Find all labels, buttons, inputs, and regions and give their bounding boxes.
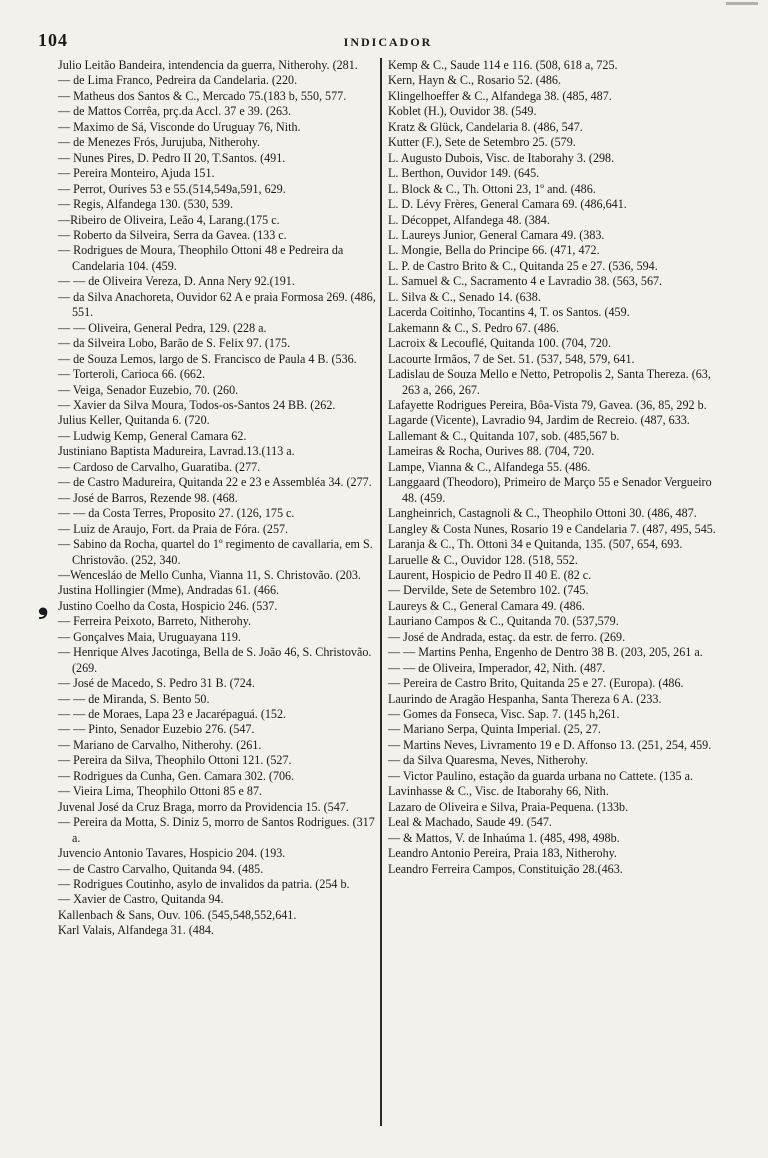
index-entry: L. P. de Castro Brito & C., Quitanda 25 e 27. (536, 594.	[388, 258, 658, 273]
index-entry: — Roberto da Silveira, Serra da Gavea. (133 c.	[58, 227, 287, 242]
index-entry: — Ludwig Kemp, General Camara 62.	[58, 428, 247, 443]
index-entry: — Pereira da Silva, Theophilo Ottoni 121. (527.	[58, 753, 292, 768]
index-entry: Kallenbach & Sans, Ouv. 106. (545,548,552,641.	[58, 907, 297, 922]
page-number: 104	[38, 30, 68, 50]
index-entry: — Gonçalves Maia, Uruguayana 119.	[58, 629, 241, 644]
index-entry: Laurent, Hospicio de Pedro II 40 E. (82 c.	[388, 567, 592, 582]
index-entry: L. Berthon, Ouvidor 149. (645.	[388, 166, 540, 181]
index-entry: — Mariano de Carvalho, Nitherohy. (261.	[58, 737, 262, 752]
index-entry: — — Oliveira, General Pedra, 129. (228 a.	[58, 320, 267, 335]
index-entry: — & Mattos, V. de Inhaúma 1. (485, 498, 498b.	[388, 830, 620, 845]
page-corner-mark	[726, 2, 758, 27]
index-entry: Kern, Hayn & C., Rosario 52. (486.	[388, 73, 561, 88]
index-entry: Langley & Costa Nunes, Rosario 19 e Candelaria 7. (487, 495, 545.	[388, 521, 716, 536]
index-entry: Lampe, Vianna & C., Alfandega 55. (486.	[388, 459, 591, 474]
index-entry: Karl Valais, Alfandega 31. (484.	[58, 923, 214, 938]
index-entry: — José de Barros, Rezende 98. (468.	[58, 490, 238, 505]
index-entry: — Perrot, Ourives 53 e 55.(514,549a,591, 629.	[58, 181, 286, 196]
index-entry: — Luiz de Araujo, Fort. da Praia de Fóra. (257.	[58, 521, 289, 536]
right-column	[382, 58, 716, 1126]
index-columns	[58, 58, 718, 1126]
index-entry: — — de Moraes, Lapa 23 e Jacarépaguá. (152.	[58, 707, 287, 722]
index-entry: — Xavier da Silva Moura, Todos-os-Santos 24 BB. (262.	[58, 397, 336, 412]
index-entry: — José de Macedo, S. Pedro 31 B. (724.	[58, 676, 255, 691]
index-entry: — de Lima Franco, Pedreira da Candelaria. (220.	[58, 73, 298, 88]
index-entry: Lacroix & Lecouflé, Quitanda 100. (704, 720.	[388, 336, 611, 351]
index-entry: — Matheus dos Santos & C., Mercado 75.(183 b, 550, 577.	[58, 88, 347, 103]
index-entry: — Cardoso de Carvalho, Guaratiba. (277.	[58, 459, 261, 474]
index-entry: — Rodrigues de Moura, Theophilo Ottoni 48 e Pedreira da Candelaria 104. (459.	[58, 243, 344, 273]
index-entry: Lacerda Coitinho, Tocantins 4, T. os Santos. (459.	[388, 305, 630, 320]
index-entry: — — de Oliveira Vereza, D. Anna Nery 92.(191.	[58, 274, 295, 289]
index-entry: —Wencesláo de Mello Cunha, Vianna 11, S. Christovão. (203.	[58, 567, 361, 582]
left-column	[58, 58, 378, 1126]
index-entry: — Maximo de Sá, Visconde do Uruguay 76, Nith.	[58, 119, 301, 134]
index-entry: — — de Miranda, S. Bento 50.	[58, 691, 210, 706]
index-entry: Leal & Machado, Saude 49. (547.	[388, 815, 552, 830]
index-entry: Laruelle & C., Ouvidor 128. (518, 552.	[388, 552, 578, 567]
index-entry: Laranja & C., Th. Ottoni 34 e Quitanda, 135. (507, 654, 693.	[388, 537, 683, 552]
index-entry: — de Mattos Corrêa, prç.da Accl. 37 e 39. (263.	[58, 104, 292, 119]
page-header	[38, 22, 718, 50]
index-entry: — Rodrigues Coutinho, asylo de invalidos da patria. (254 b.	[58, 877, 350, 892]
index-entry: — Pereira da Motta, S. Diniz 5, morro de Santos Rodrigues. (317 a.	[58, 815, 375, 845]
index-entry: L. Samuel & C., Sacramento 4 e Lavradio 38. (563, 567.	[388, 274, 663, 289]
index-entry: Laureys & C., General Camara 49. (486.	[388, 598, 585, 613]
running-head: INDICADOR	[343, 35, 433, 49]
index-entry: L. D. Lévy Frères, General Camara 69. (486,641.	[388, 197, 627, 212]
index-entry: L. Décoppet, Alfandega 48. (384.	[388, 212, 550, 227]
index-entry: L. Laureys Junior, General Camara 49. (383.	[388, 227, 605, 242]
index-entry: — Martins Neves, Livramento 19 e D. Affonso 13. (251, 254, 459.	[388, 737, 712, 752]
index-entry: Kutter (F.), Sete de Setembro 25. (579.	[388, 135, 576, 150]
margin-ink-mark: ❟	[38, 590, 49, 619]
index-entry: — Nunes Pires, D. Pedro II 20, T.Santos. (491.	[58, 150, 286, 165]
index-entry: Lakemann & C., S. Pedro 67. (486.	[388, 320, 559, 335]
index-entry: — — Pinto, Senador Euzebio 276. (547.	[58, 722, 255, 737]
index-entry: Langheinrich, Castagnoli & C., Theophilo Ottoni 30. (486, 487.	[388, 506, 697, 521]
index-entry: Lallemant & C., Quitanda 107, sob. (485,567 b.	[388, 428, 620, 443]
index-entry: Juvencio Antonio Tavares, Hospicio 204. (193.	[58, 846, 286, 861]
index-entry: — da Silva Anachoreta, Ouvidor 62 A e praia Formosa 269. (486, 551.	[58, 289, 376, 320]
index-entry: — Mariano Serpa, Quinta Imperial. (25, 27.	[388, 722, 601, 737]
index-entry: Lauriano Campos & C., Quitanda 70. (537,579.	[388, 614, 619, 629]
index-entry: L. Augusto Dubois, Visc. de Itaborahy 3. (298.	[388, 150, 615, 165]
index-entry: — da Silveira Lobo, Barão de S. Felix 97. (175.	[58, 336, 291, 351]
index-entry: Lacourte Irmãos, 7 de Set. 51. (537, 548, 579, 641.	[388, 351, 635, 366]
index-entry: — — de Oliveira, Imperador, 42, Nith. (487.	[388, 660, 606, 675]
index-entry: L. Mongie, Bella do Principe 66. (471, 472.	[388, 243, 600, 258]
index-entry: — Victor Paulino, estação da guarda urbana no Cattete. (135 a.	[388, 768, 693, 783]
index-entry: Lafayette Rodrigues Pereira, Bôa-Vista 79, Gavea. (36, 85, 292 b.	[388, 397, 707, 412]
document-page	[38, 22, 718, 1132]
index-entry: Ladislau de Souza Mello e Netto, Petropolis 2, Santa Thereza. (63, 263 a, 266, 267.	[388, 367, 711, 397]
index-entry: — de Castro Madureira, Quitanda 22 e 23 e Assembléa 34. (277.	[58, 475, 372, 490]
index-entry: Kemp & C., Saude 114 e 116. (508, 618 a, 725.	[388, 58, 618, 72]
index-entry: — Sabino da Rocha, quartel do 1º regimento de cavallaria, em S. Christovão. (252, 340.	[58, 537, 373, 567]
index-entry: — Xavier de Castro, Quitanda 94.	[58, 892, 224, 907]
index-entry: Julio Leitão Bandeira, intendencia da guerra, Nitherohy. (281.	[58, 58, 358, 72]
index-entry: Kratz & Glück, Candelaria 8. (486, 547.	[388, 119, 583, 134]
index-entry: Justino Coelho da Costa, Hospicio 246. (537.	[58, 598, 278, 613]
index-entry: — Regis, Alfandega 130. (530, 539.	[58, 197, 233, 212]
index-entry: — Torteroli, Carioca 66. (662.	[58, 367, 206, 382]
index-entry: Lagarde (Vicente), Lavradio 94, Jardim de Recreio. (487, 633.	[388, 413, 690, 428]
index-entry: Lavinhasse & C., Visc. de Itaborahy 66, Nith.	[388, 784, 609, 799]
index-entry: — — da Costa Terres, Proposito 27. (126, 175 c.	[58, 506, 295, 521]
index-entry: Justina Hollingier (Mme), Andradas 61. (466.	[58, 583, 280, 598]
index-entry: Juvenal José da Cruz Braga, morro da Providencia 15. (547.	[58, 799, 349, 814]
index-entry: L. Silva & C., Senado 14. (638.	[388, 289, 541, 304]
index-entry: Koblet (H.), Ouvidor 38. (549.	[388, 104, 537, 119]
index-entry: Lameiras & Rocha, Ourives 88. (704, 720.	[388, 444, 595, 459]
index-entry: — Henrique Alves Jacotinga, Bella de S. João 46, S. Christovão. (269.	[58, 645, 372, 675]
index-entry: — Vieira Lima, Theophilo Ottoni 85 e 87.	[58, 784, 263, 799]
index-entry: — da Silva Quaresma, Neves, Nitherohy.	[388, 753, 589, 768]
index-entry: Leandro Ferreira Campos, Constituição 28.(463.	[388, 861, 623, 876]
index-entry: L. Block & C., Th. Ottoni 23, 1º and. (486.	[388, 181, 596, 196]
index-entry: Klingelhoeffer & C., Alfandega 38. (485, 487.	[388, 88, 612, 103]
index-entry: — — Martins Penha, Engenho de Dentro 38 B. (203, 205, 261 a.	[388, 645, 703, 660]
index-entry: Lazaro de Oliveira e Silva, Praia-Pequena. (133b.	[388, 799, 629, 814]
index-entry: — Gomes da Fonseca, Visc. Sap. 7. (145 h,261.	[388, 707, 620, 722]
index-entry: — Pereira Monteiro, Ajuda 151.	[58, 166, 215, 181]
index-entry: — Veiga, Senador Euzebio, 70. (260.	[58, 382, 239, 397]
index-entry: — Dervilde, Sete de Setembro 102. (745.	[388, 583, 589, 598]
index-entry: Julius Keller, Quitanda 6. (720.	[58, 413, 210, 428]
index-entry: Laurindo de Aragão Hespanha, Santa Thereza 6 A. (233.	[388, 691, 662, 706]
index-entry: — Rodrigues da Cunha, Gen. Camara 302. (706.	[58, 768, 295, 783]
index-entry: —Ribeiro de Oliveira, Leão 4, Larang.(175 c.	[58, 212, 280, 227]
index-entry: Justiniano Baptista Madureira, Lavrad.13.(113 a.	[58, 444, 295, 459]
index-entry: — Pereira de Castro Brito, Quitanda 25 e 27. (Europa). (486.	[388, 676, 684, 691]
index-entry: — de Menezes Frós, Jurujuba, Nitherohy.	[58, 135, 261, 150]
index-entry: Leandro Antonio Pereira, Praia 183, Nitherohy.	[388, 846, 617, 861]
index-entry: — de Souza Lemos, largo de S. Francisco de Paula 4 B. (536.	[58, 351, 357, 366]
index-entry: — Ferreira Peixoto, Barreto, Nitherohy.	[58, 614, 251, 629]
index-entry: — José de Andrada, estaç. da estr. de ferro. (269.	[388, 629, 626, 644]
index-entry: — de Castro Carvalho, Quitanda 94. (485.	[58, 861, 264, 876]
index-entry: Langgaard (Theodoro), Primeiro de Março 55 e Senador Vergueiro 48. (459.	[388, 475, 712, 505]
